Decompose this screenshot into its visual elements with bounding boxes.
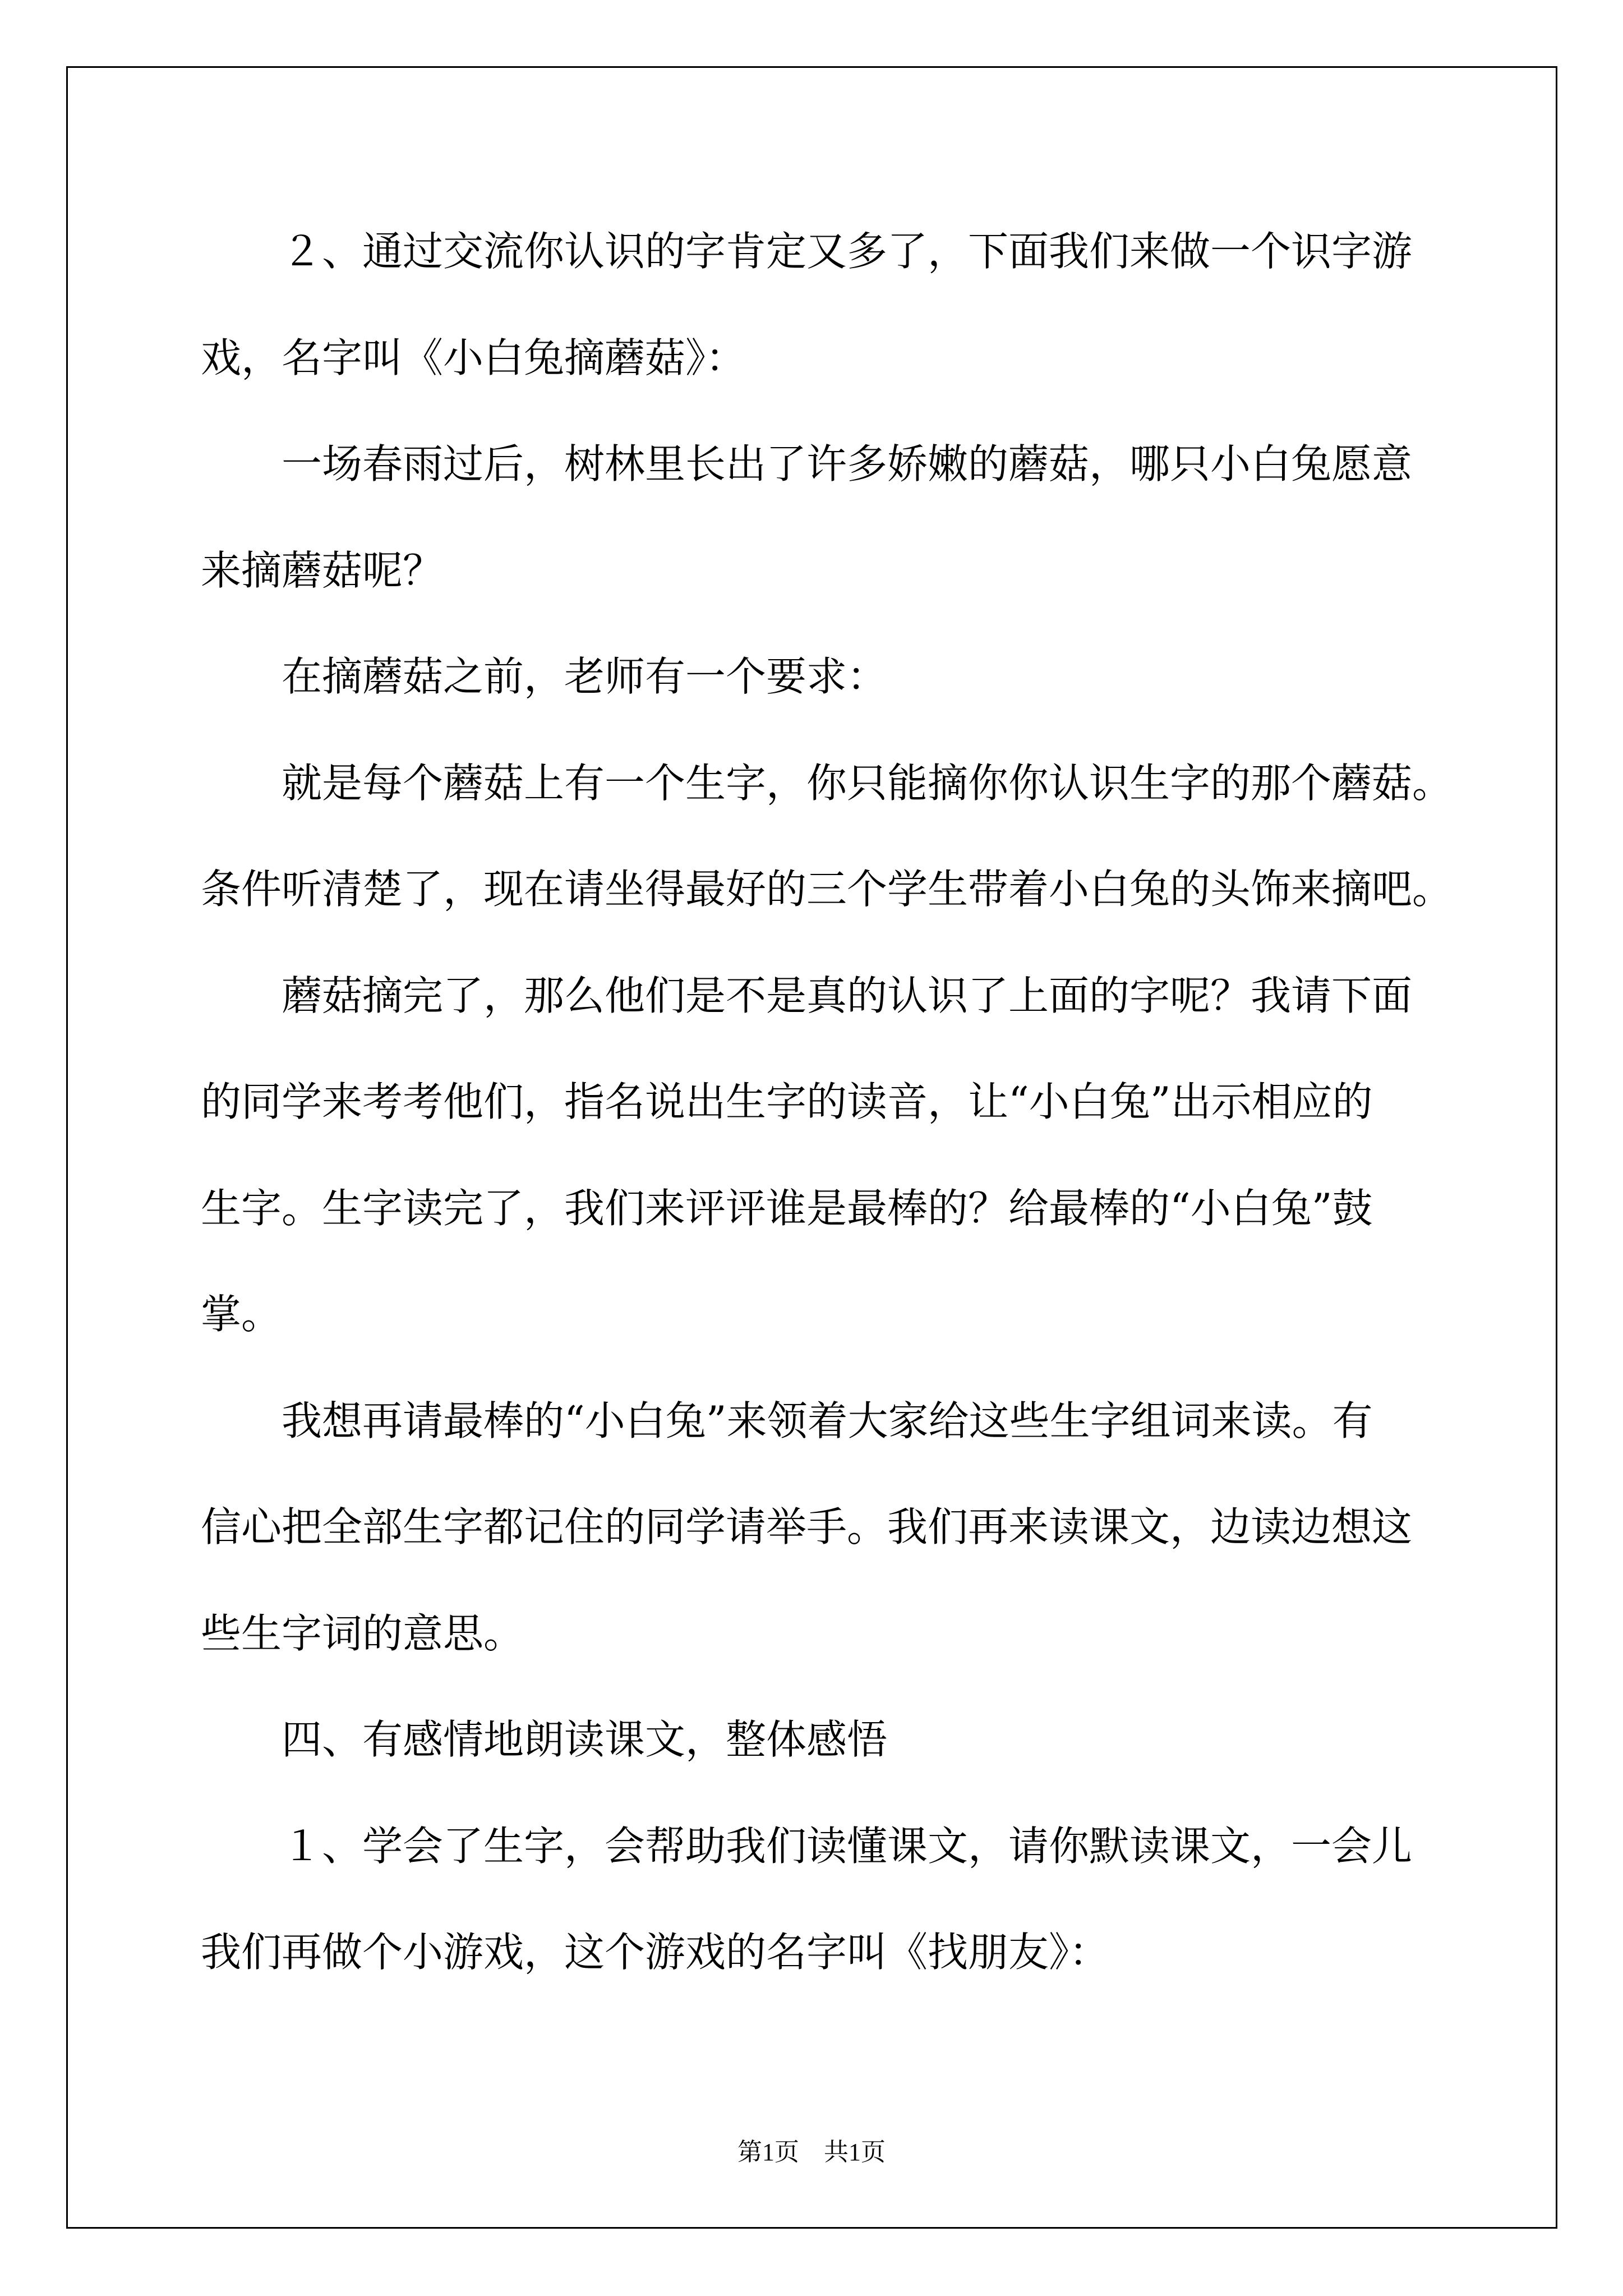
text-line: 就是每个蘑菇上有一个生字，你只能摘你你认识生字的那个蘑菇。 [282, 759, 1453, 807]
section-heading: 四、有感情地朗读课文，整体感悟 [282, 1716, 888, 1763]
text-line: 掌。 [201, 1291, 282, 1338]
text-line: 蘑菇摘完了，那么他们是不是真的认识了上面的字呢？我请下面 [282, 972, 1413, 1019]
text-line: 的同学来考考他们，指名说出生字的读音，让“小白兔”出示相应的 [201, 1078, 1373, 1125]
paragraph [201, 730, 1491, 943]
paragraph [201, 943, 1491, 1368]
paragraph [201, 1368, 1491, 1687]
text-line: 戏，名字叫《小白兔摘蘑菇》： [201, 334, 746, 381]
text-line: 我们再做个小游戏，这个游戏的名字叫《找朋友》： [201, 1929, 1110, 1976]
text-line: 来摘蘑菇呢？ [201, 546, 444, 594]
text-line: 条件听清楚了，现在请坐得最好的三个学生带着小白兔的头饰来摘吧。 [201, 866, 1453, 913]
text-line: 生字。生字读完了，我们来评评谁是最棒的？给最棒的“小白兔”鼓 [201, 1184, 1373, 1232]
text-line: 信心把全部生字都记住的同学请举手。我们再来读课文，边读边想这 [201, 1503, 1413, 1550]
paragraph [201, 1793, 1491, 2006]
text-line: 一场春雨过后，树林里长出了许多娇嫩的蘑菇，哪只小白兔愿意 [282, 440, 1413, 487]
text-line: ２、通过交流你认识的字肯定又多了，下面我们来做一个识字游 [282, 228, 1413, 275]
paragraph [201, 1687, 1491, 1793]
text-line: １、学会了生字，会帮助我们读懂课文，请你默读课文，一会儿 [282, 1822, 1413, 1870]
paragraph [201, 624, 1491, 730]
text-line: 在摘蘑菇之前，老师有一个要求： [282, 653, 888, 700]
paragraph [201, 199, 1491, 411]
paragraph [201, 411, 1491, 624]
page-number-current: 第1页 [737, 2138, 799, 2166]
page-number-total: 共1页 [824, 2138, 886, 2166]
text-line: 我想再请最棒的“小白兔”来领着大家给这些生字组词来读。有 [282, 1397, 1373, 1444]
page-footer [0, 2137, 1623, 2168]
text-line: 些生字词的意思。 [201, 1609, 524, 1657]
document-body [201, 199, 1491, 2006]
